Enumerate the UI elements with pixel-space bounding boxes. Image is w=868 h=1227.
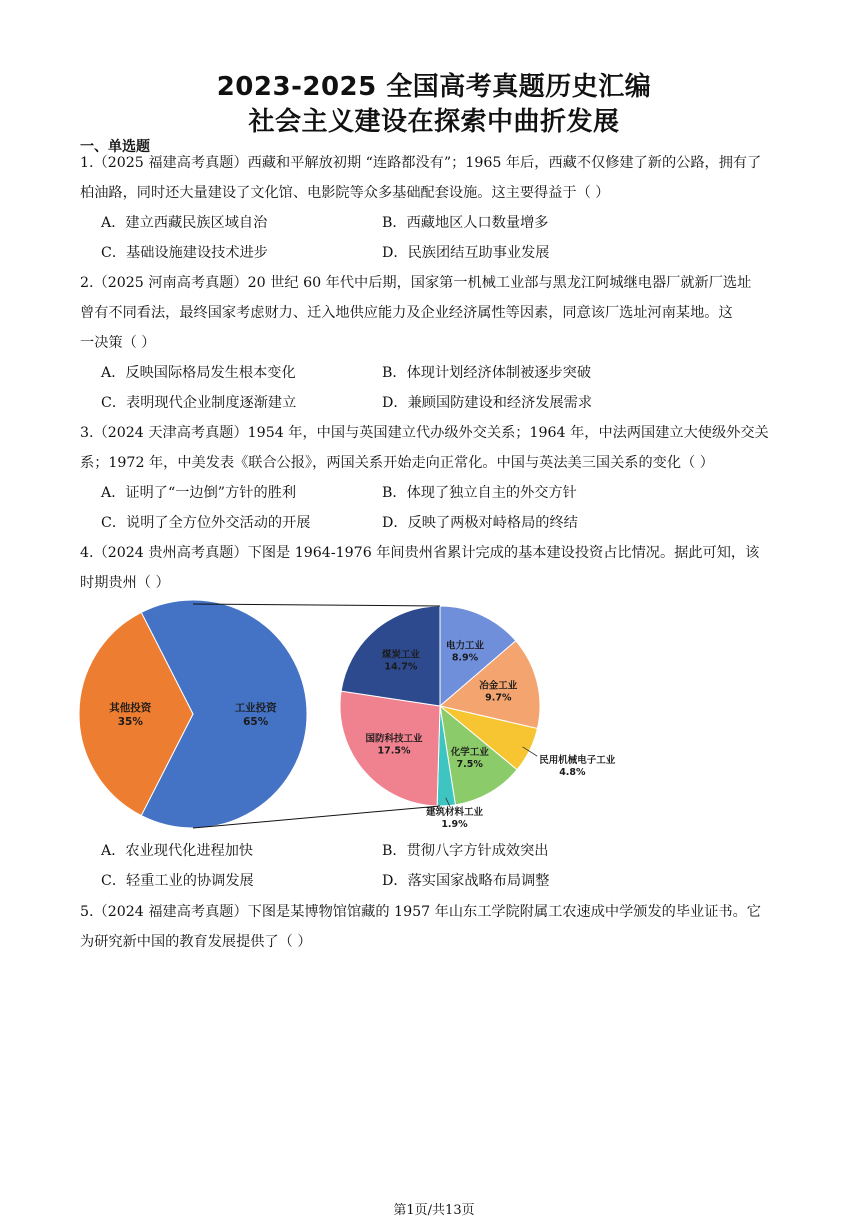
question-3-option-b: B．体现了独立自主的外交方针 — [382, 485, 577, 501]
sub-pie-label: 国防科技工业 — [365, 733, 423, 745]
question-2-option-c: C．表明现代企业制度逐渐建立 — [101, 395, 297, 411]
sub-pie-value: 8.9% — [451, 652, 479, 664]
question-1-option-d: D．民族团结互助事业发展 — [382, 245, 550, 261]
question-3-line-2: 系；1972 年，中美发表《联合公报》，两国关系开始走向正常化。中国与英法美三国关系的变化（ ） — [80, 455, 714, 471]
sub-pie-label: 建筑材料工业 — [425, 806, 484, 818]
question-2-line-2: 曾有不同看法，最终国家考虑财力、迁入地供应能力及企业经济属性等因素，同意该厂选址河南某地。这 — [80, 305, 733, 321]
question-4-line-2: 时期贵州（ ） — [80, 575, 170, 591]
main-pie-label: 工业投资 — [234, 702, 277, 714]
question-3-option-d: D．反映了两极对峙格局的终结 — [382, 515, 578, 531]
question-1-option-a: A．建立西藏民族区域自治 — [101, 215, 268, 231]
sub-pie-label: 民用机械电子工业 — [539, 755, 616, 767]
page-footer: 第1页/共13页 — [393, 1203, 475, 1218]
question-5-line-2: 为研究新中国的教育发展提供了（ ） — [80, 934, 312, 950]
question-1-option-b: B．西藏地区人口数量增多 — [382, 215, 549, 231]
sub-pie-value: 17.5% — [377, 745, 411, 757]
pie-chart-svg — [70, 596, 630, 836]
sub-pie-label: 电力工业 — [445, 640, 485, 652]
section-heading: 一、单选题 — [80, 139, 150, 155]
sub-pie-value: 7.5% — [456, 759, 483, 771]
question-4-option-a: A．农业现代化进程加快 — [101, 843, 254, 859]
main-pie-value: 35% — [117, 716, 143, 728]
sub-pie-value: 14.7% — [384, 661, 418, 673]
question-1-line-1: 1.（2025 福建高考真题）西藏和平解放初期 “连路都没有”；1965 年后，西藏不仅修建了新的公路，拥有了 — [80, 155, 762, 171]
question-2-option-d: D．兼顾国防建设和经济发展需求 — [382, 395, 593, 411]
question-3-option-a: A．证明了“一边倒”方针的胜利 — [101, 485, 297, 501]
question-3-option-c: C．说明了全方位外交活动的开展 — [101, 515, 311, 531]
sub-pie-value: 4.8% — [559, 767, 586, 779]
main-pie-value: 65% — [243, 716, 269, 728]
question-3-line-1: 3.（2024 天津高考真题）1954 年，中国与英国建立代办级外交关系；1964 年，中法两国建立大使级外交关 — [80, 425, 769, 441]
question-2-option-a: A．反映国际格局发生根本变化 — [101, 365, 296, 381]
question-2-line-1: 2.（2025 河南高考真题）20 世纪 60 年代中后期，国家第一机械工业部与黑龙江阿城继电器厂就新厂选址 — [80, 275, 752, 291]
question-4-line-1: 4.（2024 贵州高考真题）下图是 1964-1976 年间贵州省累计完成的基本建设投资占比情况。据此可知，该 — [80, 545, 760, 561]
investment-pie-chart — [70, 596, 630, 836]
sub-pie-label: 冶金工业 — [479, 680, 518, 692]
question-2-option-b: B．体现计划经济体制被逐步突破 — [382, 365, 592, 381]
sub-pie-label: 化学工业 — [450, 747, 489, 759]
question-5-line-1: 5.（2024 福建高考真题）下图是某博物馆馆藏的 1957 年山东工学院附属工农速成中学颁发的毕业证书。它 — [80, 904, 761, 920]
question-1-option-c: C．基础设施建设技术进步 — [101, 245, 268, 261]
sub-pie-label: 煤炭工业 — [381, 649, 420, 661]
main-pie-label: 其他投资 — [109, 702, 152, 714]
question-4-option-b: B．贯彻八字方针成效突出 — [382, 843, 549, 859]
question-4-option-c: C．轻重工业的协调发展 — [101, 873, 254, 889]
sub-pie-value: 1.9% — [441, 818, 468, 830]
page-title: 2023-2025 全国高考真题历史汇编 — [216, 72, 652, 102]
sub-pie-value: 9.7% — [485, 692, 512, 704]
page-subtitle: 社会主义建设在探索中曲折发展 — [248, 107, 620, 137]
question-4-option-d: D．落实国家战略布局调整 — [382, 873, 550, 889]
question-2-line-3: 一决策（ ） — [80, 335, 156, 351]
question-1-line-2: 柏油路，同时还大量建设了文化馆、电影院等众多基础配套设施。这主要得益于（ ） — [80, 185, 610, 201]
